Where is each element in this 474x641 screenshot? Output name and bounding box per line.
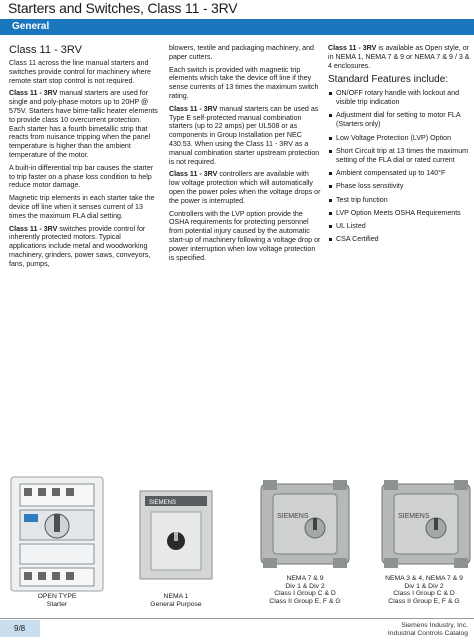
features-list — [328, 89, 470, 244]
page-number: 9/8 — [14, 624, 26, 633]
caption-line: Starter — [46, 600, 68, 608]
paragraph-text: is available as Open style, or in NEMA 1, NEMA 7 & 9 or NEMA 7 & 9 / 3 & 4 enclosures. — [328, 44, 470, 70]
paragraph — [9, 89, 159, 159]
feature-item: LVP Option Meets OSHA Requirements — [328, 209, 470, 218]
section-heading: Class 11 - 3RV — [9, 44, 82, 56]
caption-line: Div 1 & Div 2 — [404, 582, 444, 590]
feature-item: CSA Certified — [328, 235, 470, 244]
siemens-brand-label: SIEMENS — [277, 513, 309, 520]
features-heading: Standard Features include: — [328, 74, 449, 86]
caption-line: NEMA 1 — [163, 593, 189, 600]
footer-company — [388, 622, 468, 638]
caption-line: Class I Group C & D — [393, 590, 455, 598]
paragraph — [169, 105, 321, 167]
paragraph — [169, 170, 321, 205]
caption-line: Class II Group E, F & G — [269, 597, 341, 605]
column-1 — [9, 44, 159, 273]
section-band — [0, 19, 474, 35]
feature-item: ON/OFF rotary handle with lockout and visible trip indication — [328, 89, 470, 107]
bold-term: Class 11 - 3RV — [9, 224, 58, 233]
siemens-brand-label: SIEMENS — [149, 500, 177, 506]
feature-item: Low Voltage Protection (LVP) Option — [328, 134, 470, 143]
caption-line: Class II Group E, F & G — [388, 597, 460, 605]
caption-line: Class I Group C & D — [274, 590, 336, 598]
caption-line: NEMA 3 & 4, NEMA 7 & 9 — [385, 575, 463, 582]
caption-line: General Purpose — [150, 600, 202, 608]
paragraph — [328, 44, 470, 70]
nema79-caption — [256, 575, 354, 605]
page-number-tab — [0, 620, 40, 637]
column-3 — [328, 44, 470, 249]
bold-term: Class 11 - 3RV — [9, 89, 58, 98]
paragraph-text: switches provide control for inherently protected motors. Typical applications include metal and woodworking machinery, grinders, power saws, conveyors, fans, pumps, — [9, 224, 151, 268]
nema34-79-caption — [374, 575, 474, 605]
paragraph: blowers, textile and packaging machinery, and paper cutters. — [169, 44, 314, 61]
section-label: General — [12, 21, 50, 32]
open-type-starter-image — [10, 476, 104, 592]
nema1-enclosure-image — [139, 490, 213, 580]
catalog-name: Industrial Controls Catalog — [387, 630, 468, 637]
paragraph: Class 11 across the line manual starters and switches provide control for machinery where remote start stop control is not required. — [9, 59, 151, 85]
nema1-caption — [134, 593, 218, 608]
feature-item: Adjustment dial for setting to motor FLA (Starters only) — [328, 111, 470, 129]
column-2 — [169, 44, 321, 266]
caption-line: Div 1 & Div 2 — [285, 582, 325, 590]
paragraph: A built-in differential trip bar causes the starter to trip faster on a phase loss condition to help reduce motor damage. — [9, 163, 154, 190]
siemens-brand-label: SIEMENS — [398, 513, 430, 520]
open-type-caption — [10, 593, 104, 608]
bold-term: Class 11 - 3RV — [169, 104, 218, 113]
company-name: Siemens Industry, Inc. — [401, 622, 468, 629]
paragraph: Controllers with the LVP option provide the OSHA requirements for protecting personnel from potential injury caused by the automatic start-up of machinery following a voltage drop or power interruption when low voltage protection is specified. — [169, 209, 321, 262]
footer-divider — [0, 618, 474, 619]
feature-item: Test trip function — [328, 196, 470, 205]
paragraph-text: manual starters are used for single and poly-phase motors up to 20HP @ 575V. Starters have bime-tallic heater elements to provide class 10 overcurrent protection. Each starter has a fourth bimetallic strip that reacts from nuisance tripping when the panel temperature is higher than the ambient temperature of the motor. — [9, 89, 158, 159]
caption-line: NEMA 7 & 9 — [286, 575, 324, 582]
feature-item: Ambient compensated up to 140°F — [328, 169, 470, 178]
bold-term: Class 11 - 3RV — [328, 44, 377, 52]
paragraph: Magnetic trip elements in each starter take the device off line when it senses current of 13 times the maximum FLA dial setting. — [9, 194, 155, 220]
paragraph — [9, 225, 159, 269]
caption-line: OPEN TYPE — [37, 593, 77, 600]
feature-item: Phase loss sensitivity — [328, 182, 470, 191]
paragraph-text: controllers are available with low voltage protection which will automatically open the power poles when the voltage drops or the power is interrupted. — [169, 170, 321, 205]
feature-item: Short Circuit trip at 13 times the maximum setting of the FLA dial or rated current — [328, 147, 470, 165]
feature-item: UL Listed — [328, 222, 470, 231]
paragraph: Each switch is provided with magnetic trip elements which take the device off line if they sense currents of 13 times the maximum switch rating. — [169, 65, 319, 100]
page-title: Starters and Switches, Class 11 - 3RV — [8, 0, 238, 16]
nema34-79-enclosure-image — [380, 478, 472, 570]
paragraph-text: manual starters can be used as Type E self-protected manual combination starters (up to 22 amps) per UL508 or as components in Group Installation per NEC 430.53. When using the Class 11 - 3RV as a manual combination starter upstream protection is not required. — [169, 104, 320, 166]
nema79-enclosure-image — [259, 478, 351, 570]
bold-term: Class 11 - 3RV — [169, 170, 218, 179]
